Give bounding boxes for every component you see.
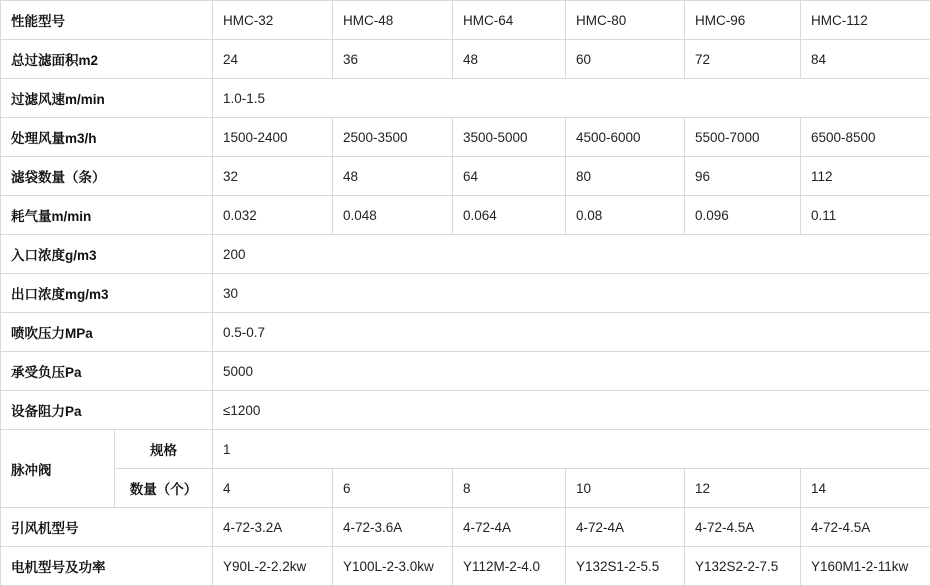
data-cell: 4-72-4.5A: [685, 508, 801, 547]
data-cell: 5500-7000: [685, 118, 801, 157]
data-cell: 1: [213, 430, 930, 469]
data-cell: 80: [566, 157, 685, 196]
sub-row-label-count: 数量（个）: [115, 469, 213, 508]
data-cell: Y90L-2-2.2kw: [213, 547, 333, 586]
data-cell: 12: [685, 469, 801, 508]
table-row: [1, 40, 930, 79]
model-cell: HMC-80: [566, 1, 685, 40]
table-row-pulse-valve-spec: [1, 430, 930, 469]
model-cell: HMC-96: [685, 1, 801, 40]
data-cell: 0.11: [801, 196, 930, 235]
data-cell: 24: [213, 40, 333, 79]
model-cell: HMC-48: [333, 1, 453, 40]
row-label: 承受负压Pa: [1, 352, 213, 391]
row-label: 喷吹压力MPa: [1, 313, 213, 352]
data-cell: 10: [566, 469, 685, 508]
data-cell: 0.032: [213, 196, 333, 235]
table-row: [1, 547, 930, 586]
row-label: 电机型号及功率: [1, 547, 213, 586]
row-label: 过滤风速m/min: [1, 79, 213, 118]
table-row: [1, 508, 930, 547]
data-cell: 4-72-3.6A: [333, 508, 453, 547]
table-row: [1, 1, 930, 40]
table-row: [1, 391, 930, 430]
data-cell: 72: [685, 40, 801, 79]
model-cell: HMC-64: [453, 1, 566, 40]
data-cell: 96: [685, 157, 801, 196]
table-row: [1, 235, 930, 274]
table-row: [1, 352, 930, 391]
row-label: 耗气量m/min: [1, 196, 213, 235]
data-cell: 200: [213, 235, 930, 274]
row-label: 设备阻力Pa: [1, 391, 213, 430]
data-cell: 84: [801, 40, 930, 79]
data-cell: 64: [453, 157, 566, 196]
table-row: [1, 157, 930, 196]
model-cell: HMC-112: [801, 1, 930, 40]
table-row: [1, 313, 930, 352]
data-cell: 0.5-0.7: [213, 313, 930, 352]
row-label: 引风机型号: [1, 508, 213, 547]
row-label: 总过滤面积m2: [1, 40, 213, 79]
row-label: 出口浓度mg/m3: [1, 274, 213, 313]
sub-row-label-spec: 规格: [115, 430, 213, 469]
data-cell: Y132S1-2-5.5: [566, 547, 685, 586]
data-cell: 36: [333, 40, 453, 79]
table-row: [1, 196, 930, 235]
data-cell: 4-72-3.2A: [213, 508, 333, 547]
data-cell: 0.096: [685, 196, 801, 235]
data-cell: 0.048: [333, 196, 453, 235]
data-cell: 48: [453, 40, 566, 79]
data-cell: Y112M-2-4.0: [453, 547, 566, 586]
data-cell: 5000: [213, 352, 930, 391]
data-cell: 14: [801, 469, 930, 508]
data-cell: 0.064: [453, 196, 566, 235]
data-cell: 6500-8500: [801, 118, 930, 157]
table-row-pulse-valve-count: [1, 469, 930, 508]
data-cell: Y160M1-2-11kw: [801, 547, 930, 586]
table-row: [1, 79, 930, 118]
table-row: [1, 118, 930, 157]
data-cell: 6: [333, 469, 453, 508]
data-cell: ≤1200: [213, 391, 930, 430]
row-label: 处理风量m3/h: [1, 118, 213, 157]
row-label: 滤袋数量（条）: [1, 157, 213, 196]
data-cell: 8: [453, 469, 566, 508]
data-cell: 1500-2400: [213, 118, 333, 157]
data-cell: 4: [213, 469, 333, 508]
data-cell: Y100L-2-3.0kw: [333, 547, 453, 586]
data-cell: 0.08: [566, 196, 685, 235]
row-label: 性能型号: [1, 1, 213, 40]
data-cell: 4-72-4A: [566, 508, 685, 547]
model-cell: HMC-32: [213, 1, 333, 40]
data-cell: 4500-6000: [566, 118, 685, 157]
data-cell: 3500-5000: [453, 118, 566, 157]
table-row: [1, 274, 930, 313]
data-cell: 60: [566, 40, 685, 79]
data-cell: 30: [213, 274, 930, 313]
row-label: 入口浓度g/m3: [1, 235, 213, 274]
data-cell: 112: [801, 157, 930, 196]
data-cell: 2500-3500: [333, 118, 453, 157]
row-label-pulse-valve: 脉冲阀: [1, 430, 115, 508]
data-cell: 4-72-4A: [453, 508, 566, 547]
data-cell: 1.0-1.5: [213, 79, 930, 118]
data-cell: 32: [213, 157, 333, 196]
data-cell: 48: [333, 157, 453, 196]
data-cell: 4-72-4.5A: [801, 508, 930, 547]
data-cell: Y132S2-2-7.5: [685, 547, 801, 586]
